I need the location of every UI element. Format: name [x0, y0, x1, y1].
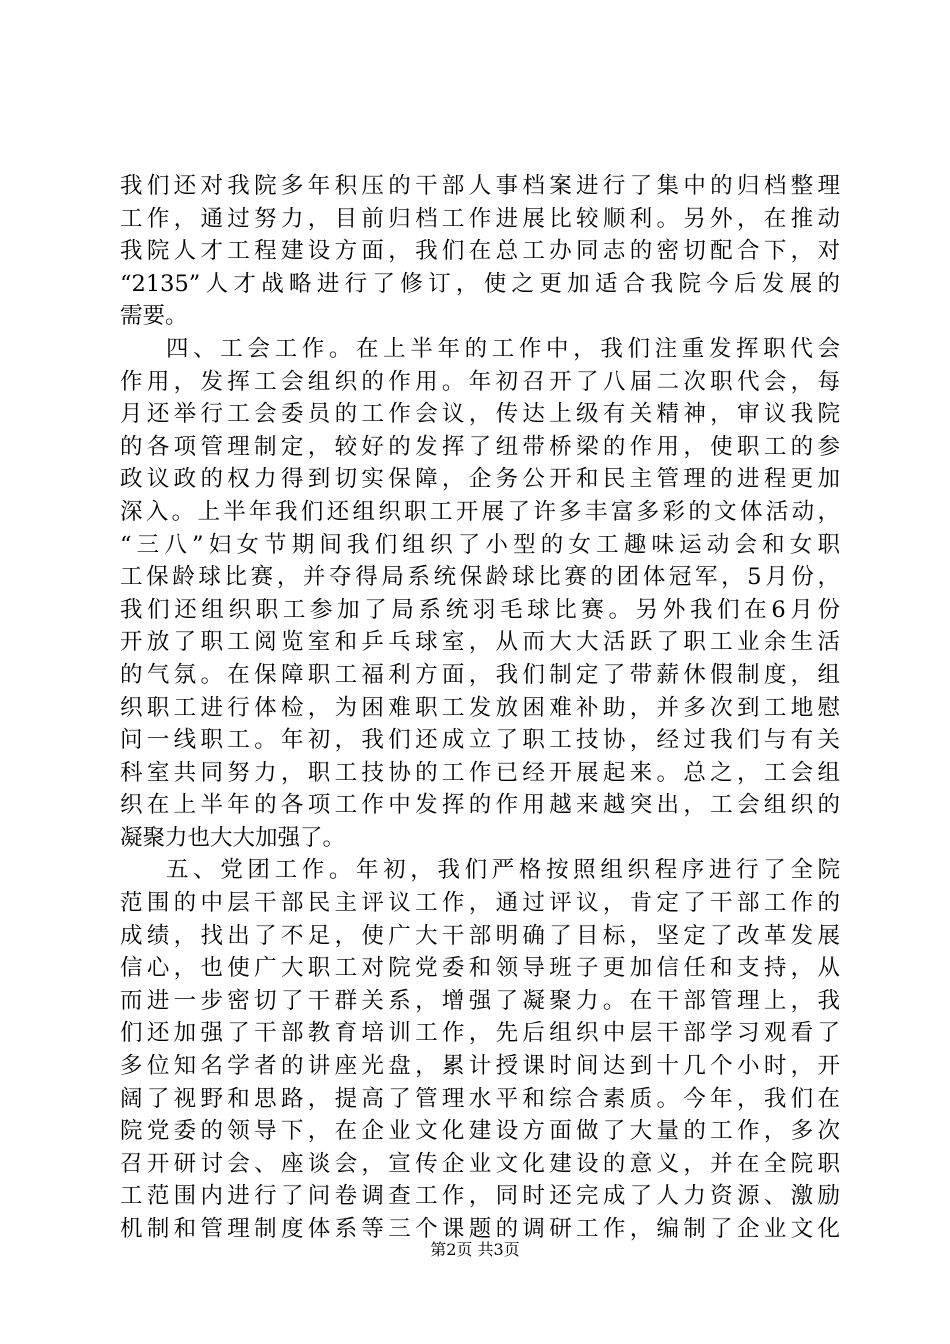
text-line: 作用，发挥工会组织的作用。年初召开了八届二次职代会，每	[120, 368, 840, 395]
text-line: 凝聚力也大大加强了。	[120, 824, 346, 851]
text-line: “三八”妇女节期间我们组织了小型的女工趣味运动会和女职	[120, 531, 840, 558]
section-heading-line: 五、党团工作。年初，我们严格按照组织程序进行了全院	[166, 857, 840, 884]
text-line: 我们还组织职工参加了局系统羽毛球比赛。另外我们在6月份	[120, 596, 840, 623]
text-line: 机制和管理制度体系等三个课题的调研工作，编制了企业文化	[120, 1216, 840, 1242]
text-line: 需要。	[120, 303, 188, 330]
text-line: 信心，也使广大职工对院党委和领导班子更加信任和支持，从	[120, 955, 840, 982]
text-line: 我院人才工程建设方面，我们在总工办同志的密切配合下，对	[120, 238, 840, 265]
text-line: 深入。上半年我们还组织职工开展了许多丰富多彩的文体活动，	[120, 498, 840, 525]
text-line: 而进一步密切了干群关系，增强了凝聚力。在干部管理上，我	[120, 987, 840, 1014]
text-line: 召开研讨会、座谈会，宣传企业文化建设的意义，并在全院职	[120, 1150, 840, 1177]
text-line: 多位知名学者的讲座光盘，累计授课时间达到十几个小时，开	[120, 1053, 840, 1080]
text-line: 们还加强了干部教育培训工作，先后组织中层干部学习观看了	[120, 1020, 840, 1047]
text-line: 政议政的权力得到切实保障，企务公开和民主管理的进程更加	[120, 466, 840, 493]
text-line: 工保龄球比赛，并夺得局系统保龄球比赛的团体冠军，5月份，	[120, 564, 840, 591]
text-line: 阔了视野和思路，提高了管理水平和综合素质。今年，我们在	[120, 1085, 840, 1112]
text-line: 月还举行工会委员的工作会议，传达上级有关精神，审议我院	[120, 401, 840, 428]
text-line: 我们还对我院多年积压的干部人事档案进行了集中的归档整理	[120, 173, 840, 199]
text-line: 的气氛。在保障职工福利方面，我们制定了带薪休假制度，组	[120, 661, 840, 688]
text-line: 科室共同努力，职工技协的工作已经开展起来。总之，工会组	[120, 759, 840, 786]
text-line: 范围的中层干部民主评议工作，通过评议，肯定了干部工作的	[120, 890, 840, 917]
text-line: 成绩，找出了不足，使广大干部明确了目标，坚定了改革发展	[120, 922, 840, 949]
text-line: 工范围内进行了问卷调查工作，同时还完成了人力资源、激励	[120, 1183, 840, 1210]
text-line: 织在上半年的各项工作中发挥的作用越来越突出，工会组织的	[120, 792, 840, 819]
text-line: 开放了职工阅览室和乒乓球室，从而大大活跃了职工业余生活	[120, 629, 840, 656]
page-number-footer: 第2页 共3页	[430, 1240, 520, 1259]
text-line: 工作，通过努力，目前归档工作进展比较顺利。另外，在推动	[120, 205, 840, 232]
text-line: 问一线职工。年初，我们还成立了职工技协，经过我们与有关	[120, 727, 840, 754]
document-body	[120, 170, 840, 1246]
section-heading-line: 四、工会工作。在上半年的工作中，我们注重发挥职代会	[166, 335, 840, 362]
text-line: 织职工进行体检，为困难职工发放困难补助，并多次到工地慰	[120, 694, 840, 721]
text-line: “2135”人才战略进行了修订，使之更加适合我院今后发展的	[120, 270, 840, 297]
text-line: 的各项管理制定，较好的发挥了纽带桥梁的作用，使职工的参	[120, 433, 840, 460]
text-line: 院党委的领导下，在企业文化建设方面做了大量的工作，多次	[120, 1118, 840, 1145]
